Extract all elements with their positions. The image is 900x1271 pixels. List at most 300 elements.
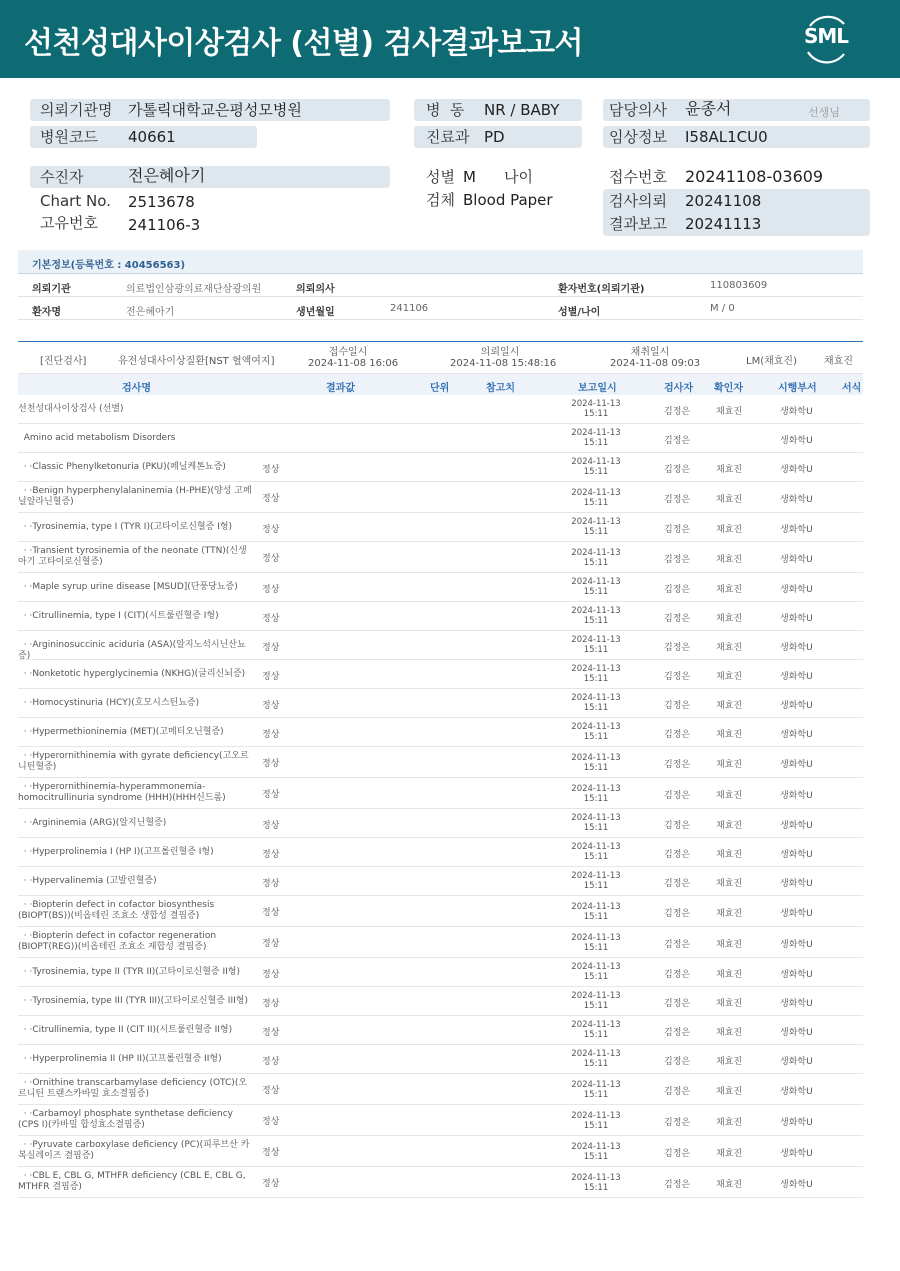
report-datetime (570, 457, 622, 477)
test-name: · ·Citrullinemia, type I (CIT)(시트룰린혈증 I형) (18, 611, 219, 621)
report-datetime (570, 784, 622, 804)
table-body (18, 395, 863, 1198)
report-time: 15:11 (583, 794, 609, 804)
report-date: 2024-11-13 (571, 1080, 621, 1090)
doctor-label: 담당의사 (609, 101, 667, 119)
specimen-label: 검체 (426, 191, 455, 209)
checker: 채효진 (716, 643, 743, 653)
report-date: 2024-11-13 (571, 1173, 621, 1183)
department: 생화학U (780, 525, 813, 535)
unique-value: 241106-3 (128, 216, 201, 234)
table-row (18, 747, 863, 778)
received-cell (308, 347, 399, 369)
report-date: 2024-11-13 (571, 1020, 621, 1030)
report-date: 2024-11-13 (571, 693, 621, 703)
department: 생화학U (780, 821, 813, 831)
result-value: 정상 (262, 1057, 280, 1067)
birth-label: 생년월일 (296, 307, 335, 318)
code-value: 40661 (128, 128, 176, 146)
table-row (18, 513, 863, 542)
report-value: 20241113 (685, 215, 762, 233)
examiner: 김정은 (664, 791, 691, 801)
table-row (18, 602, 863, 631)
report-time: 15:11 (583, 1152, 609, 1162)
report-date: 2024-11-13 (571, 991, 621, 1001)
table-row (18, 1105, 863, 1136)
chart-value: 2513678 (128, 193, 195, 211)
examiner: 김정은 (664, 760, 691, 770)
examiner: 김정은 (664, 701, 691, 711)
table-row (18, 542, 863, 573)
result-value: 정상 (262, 614, 280, 624)
test-name: · ·Hypermethioninemia (MET)(고메티오닌혈증) (18, 727, 224, 737)
name-value: 전은혜아기 (126, 307, 175, 318)
report-datetime (570, 399, 622, 419)
checker: 채효진 (716, 407, 743, 417)
report-datetime (570, 871, 622, 891)
test-name: · ·Maple syrup urine disease [MSUD](단풍당뇨증) (18, 582, 238, 592)
table-row (18, 424, 863, 453)
examiner: 김정은 (664, 1180, 691, 1190)
department: 생화학U (780, 436, 813, 446)
diag-label: [진단검사] (40, 356, 87, 367)
report-datetime (570, 991, 622, 1011)
test-name: · ·Argininosuccinic aciduria (ASA)(알지노석시닌산뇨증) (18, 640, 246, 661)
report-datetime (570, 664, 622, 684)
checker: 채효진 (716, 999, 743, 1009)
result-value: 정상 (262, 850, 280, 860)
department: 생화학U (780, 850, 813, 860)
examiner: 김정은 (664, 730, 691, 740)
report-time: 15:11 (583, 645, 609, 655)
received-label: 접수일시 (328, 347, 368, 358)
result-value: 정상 (262, 701, 280, 711)
checker: 채효진 (716, 821, 743, 831)
col-unit: 단위 (430, 383, 450, 394)
basic-info-heading: 기본정보(등록번호 : 40456563) (18, 250, 863, 274)
report-time: 15:11 (583, 881, 609, 891)
col-dept: 시행부서 (778, 383, 817, 394)
report-time: 15:11 (583, 1090, 609, 1100)
requested-value: 2024-11-08 15:48:16 (450, 358, 557, 369)
report-datetime (570, 1142, 622, 1162)
report-date: 2024-11-13 (571, 1049, 621, 1059)
report-datetime (570, 693, 622, 713)
test-name: Amino acid metabolism Disorders (18, 433, 176, 443)
examiner: 김정은 (664, 850, 691, 860)
table-row (18, 718, 863, 747)
report-date: 2024-11-13 (571, 457, 621, 467)
test-name: · ·CBL E, CBL G, MTHFR deficiency (CBL E, CBL G, MTHFR 결핍증) (18, 1171, 249, 1192)
request-value: 20241108 (685, 192, 762, 210)
report-time: 15:11 (583, 409, 609, 419)
patno-label: 환자번호(의뢰기관) (558, 284, 645, 295)
requested-cell (450, 347, 557, 369)
report-title: 선천성대사이상검사 (선별) 검사결과보고서 (24, 26, 583, 61)
report-datetime (570, 577, 622, 597)
sexage-value: M / 0 (710, 303, 735, 314)
report-datetime (570, 517, 622, 537)
report-time: 15:11 (583, 1059, 609, 1069)
department: 생화학U (780, 407, 813, 417)
report-time: 15:11 (583, 498, 609, 508)
examiner: 김정은 (664, 970, 691, 980)
table-row (18, 631, 863, 660)
dept-value: PD (484, 128, 505, 146)
examiner: 김정은 (664, 465, 691, 475)
report-date: 2024-11-13 (571, 517, 621, 527)
sex-label: 성별 (426, 168, 455, 186)
test-name: · ·Ornithine transcarbamylase deficiency (OTC)(오르니틴 트랜스카바밀 효소결핍증) (18, 1078, 248, 1099)
col-format: 서식 (842, 383, 862, 394)
checker: 채효진 (716, 1149, 743, 1159)
logo-text: SML (803, 24, 849, 48)
birth-value: 241106 (390, 303, 429, 314)
result-value: 정상 (262, 672, 280, 682)
result-value: 정상 (262, 970, 280, 980)
department: 생화학U (780, 1118, 813, 1128)
report-time: 15:11 (583, 912, 609, 922)
hospital-value: 가톨릭대학교은평성모병원 (128, 101, 302, 119)
specimen-value: Blood Paper (463, 191, 553, 209)
checker: 채효진 (716, 585, 743, 595)
report-datetime (570, 635, 622, 655)
result-value: 정상 (262, 465, 280, 475)
report-datetime (570, 962, 622, 982)
checker: 채효진 (716, 555, 743, 565)
result-value: 정상 (262, 939, 280, 949)
checker: 채효진 (716, 495, 743, 505)
result-value: 정상 (262, 879, 280, 889)
basic-row-2 (18, 297, 863, 320)
examiner: 김정은 (664, 614, 691, 624)
test-name: · ·Benign hyperphenylalaninemia (H-PHE)(양성 고페닐알라닌혈증) (18, 486, 252, 507)
table-row (18, 838, 863, 867)
table-row (18, 1045, 863, 1074)
inst-label: 의뢰기관 (32, 284, 71, 295)
diag-lm: LM(채효진) (746, 356, 797, 367)
report-date: 2024-11-13 (571, 962, 621, 972)
department: 생화학U (780, 672, 813, 682)
report-date: 2024-11-13 (571, 1111, 621, 1121)
table-row (18, 867, 863, 896)
report-date: 2024-11-13 (571, 902, 621, 912)
report-date: 2024-11-13 (571, 635, 621, 645)
department: 생화학U (780, 1057, 813, 1067)
test-name: · ·Pyruvate carboxylase deficiency (PC)(피루브산 카복실레이즈 결핍증) (18, 1140, 250, 1161)
report-datetime (570, 1080, 622, 1100)
report-datetime (570, 1049, 622, 1069)
report-datetime (570, 753, 622, 773)
report-time: 15:11 (583, 467, 609, 477)
report-date: 2024-11-13 (571, 664, 621, 674)
report-time: 15:11 (583, 763, 609, 773)
test-name: · ·Tyrosinemia, type II (TYR II)(고타이로신혈증 II형) (18, 967, 241, 977)
department: 생화학U (780, 1149, 813, 1159)
report-date: 2024-11-13 (571, 842, 621, 852)
result-value: 정상 (262, 554, 280, 564)
report-datetime (570, 548, 622, 568)
report-time: 15:11 (583, 616, 609, 626)
collected-label: 채취일시 (630, 347, 670, 358)
test-name: · ·Tyrosinemia, type I (TYR I)(고타이로신혈증 I형) (18, 522, 233, 532)
result-value: 정상 (262, 1148, 280, 1158)
doctor-value: 윤종서 (685, 99, 732, 118)
result-value: 정상 (262, 494, 280, 504)
checker: 채효진 (716, 525, 743, 535)
report-time: 15:11 (583, 972, 609, 982)
test-name: · ·Hypervalinemia (고발린혈증) (18, 876, 157, 886)
result-value: 정상 (262, 908, 280, 918)
report-time: 15:11 (583, 438, 609, 448)
table-row (18, 778, 863, 809)
table-row (18, 896, 863, 927)
report-date: 2024-11-13 (571, 577, 621, 587)
examiner: 김정은 (664, 643, 691, 653)
table-row (18, 395, 863, 424)
checker: 채효진 (716, 1057, 743, 1067)
sml-logo (800, 14, 852, 64)
ward-label: 병 동 (426, 101, 465, 119)
department: 생화학U (780, 555, 813, 565)
result-value: 정상 (262, 759, 280, 769)
examiner: 김정은 (664, 436, 691, 446)
report-time: 15:11 (583, 732, 609, 742)
table-header (18, 374, 863, 395)
department: 생화학U (780, 879, 813, 889)
report-datetime (570, 813, 622, 833)
checker: 채효진 (716, 760, 743, 770)
table-row (18, 689, 863, 718)
checker: 채효진 (716, 791, 743, 801)
table-row (18, 453, 863, 482)
diag-test: 유전성대사이상질환[NST 혈액여지] (118, 356, 275, 367)
department: 생화학U (780, 701, 813, 711)
report-datetime (570, 902, 622, 922)
checker: 채효진 (716, 970, 743, 980)
test-name: · ·Hyperornithinemia-hyperammonemia-homocitrullinuria syndrome (HHH)(HHH신드롬) (18, 782, 226, 803)
patient-pill (30, 166, 390, 188)
test-name: · ·Hyperprolinemia I (HP I)(고프롤린혈증 I형) (18, 847, 214, 857)
test-name: · ·Argininemia (ARG)(알지닌혈증) (18, 818, 167, 828)
examiner: 김정은 (664, 1118, 691, 1128)
basic-info (18, 250, 863, 320)
result-value: 정상 (262, 999, 280, 1009)
result-value: 정상 (262, 1179, 280, 1189)
department: 생화학U (780, 643, 813, 653)
dept-label: 진료과 (426, 128, 470, 146)
department: 생화학U (780, 760, 813, 770)
report-date: 2024-11-13 (571, 784, 621, 794)
checker: 채효진 (716, 730, 743, 740)
report-date: 2024-11-13 (571, 428, 621, 438)
result-value: 정상 (262, 790, 280, 800)
report-time: 15:11 (583, 674, 609, 684)
examiner: 김정은 (664, 821, 691, 831)
result-value: 정상 (262, 1086, 280, 1096)
received-value: 2024-11-08 16:06 (308, 358, 399, 369)
test-name: · ·Biopterin defect in cofactor regeneration (BIOPT(REG))(비옵테린 조효소 재합성 결핍증) (18, 931, 219, 952)
reception-label: 접수번호 (609, 168, 667, 186)
report-date: 2024-11-13 (571, 933, 621, 943)
report-datetime (570, 1173, 622, 1193)
table-row (18, 958, 863, 987)
examiner: 김정은 (664, 1149, 691, 1159)
report-date: 2024-11-13 (571, 871, 621, 881)
examiner: 김정은 (664, 879, 691, 889)
collected-cell (610, 347, 701, 369)
test-name: 선천성대사이상검사 (선별) (18, 404, 124, 414)
table-row (18, 987, 863, 1016)
table-row (18, 1074, 863, 1105)
table-row (18, 660, 863, 689)
report-datetime (570, 428, 622, 448)
age-label: 나이 (504, 168, 533, 186)
diagnostic-row (18, 342, 863, 374)
test-name: · ·Transient tyrosinemia of the neonate (TTN)(신생아기 고타이로신혈증) (18, 546, 247, 567)
department: 생화학U (780, 1087, 813, 1097)
table-row (18, 482, 863, 513)
sex-value: M (463, 168, 476, 186)
test-name: · ·Tyrosinemia, type III (TYR III)(고타이로신혈증 III형) (18, 996, 248, 1006)
examiner: 김정은 (664, 585, 691, 595)
table-row (18, 809, 863, 838)
test-name: · ·Biopterin defect in cofactor biosynthesis (BIOPT(BS))(비옵테린 조효소 생합성 결핍증) (18, 900, 218, 921)
checker: 채효진 (716, 614, 743, 624)
results-table (18, 341, 863, 1198)
report-date: 2024-11-13 (571, 1142, 621, 1152)
report-time: 15:11 (583, 1030, 609, 1040)
table-row (18, 1136, 863, 1167)
checker: 채효진 (716, 1118, 743, 1128)
col-date: 보고일시 (578, 383, 617, 394)
unique-label: 고유번호 (40, 214, 98, 232)
report-time: 15:11 (583, 527, 609, 537)
result-value: 정상 (262, 1117, 280, 1127)
department: 생화학U (780, 495, 813, 505)
sexage-label: 성별/나이 (558, 307, 601, 318)
department: 생화학U (780, 999, 813, 1009)
checker: 채효진 (716, 672, 743, 682)
diag-person: 채효진 (824, 356, 853, 367)
report-datetime (570, 842, 622, 862)
test-name: · ·Homocystinuria (HCY)(호모시스틴뇨증) (18, 698, 200, 708)
test-name: · ·Hyperornithinemia with gyrate deficiency(고오르니틴혈증) (18, 751, 249, 772)
report-time: 15:11 (583, 1183, 609, 1193)
checker: 채효진 (716, 850, 743, 860)
report-date: 2024-11-13 (571, 753, 621, 763)
report-header (0, 0, 900, 78)
examiner: 김정은 (664, 1087, 691, 1097)
clinical-value: I58AL1CU0 (685, 128, 768, 146)
department: 생화학U (780, 791, 813, 801)
result-value: 정상 (262, 821, 280, 831)
name-label: 환자명 (32, 307, 61, 318)
col-checker: 확인자 (714, 383, 743, 394)
request-label: 검사의뢰 (609, 192, 667, 210)
department: 생화학U (780, 909, 813, 919)
patient-label: 수진자 (40, 168, 84, 186)
report-datetime (570, 1020, 622, 1040)
table-row (18, 573, 863, 602)
examiner: 김정은 (664, 495, 691, 505)
examiner: 김정은 (664, 999, 691, 1009)
clinical-label: 임상정보 (609, 128, 667, 146)
hospital-label: 의뢰기관명 (40, 101, 113, 119)
requested-label: 의뢰일시 (480, 347, 520, 358)
report-time: 15:11 (583, 823, 609, 833)
ward-value: NR / BABY (484, 101, 560, 119)
examiner: 김정은 (664, 407, 691, 417)
doctor-suffix: 선생님 (808, 106, 840, 119)
examiner: 김정은 (664, 672, 691, 682)
examiner: 김정은 (664, 1057, 691, 1067)
department: 생화학U (780, 940, 813, 950)
checker: 채효진 (716, 940, 743, 950)
col-ref: 참고치 (486, 383, 515, 394)
department: 생화학U (780, 730, 813, 740)
examiner: 김정은 (664, 525, 691, 535)
table-row (18, 1167, 863, 1198)
basic-row-1 (18, 274, 863, 297)
report-time: 15:11 (583, 558, 609, 568)
patno-value: 110803609 (710, 280, 768, 291)
test-name: · ·Classic Phenylketonuria (PKU)(페닐케톤뇨증) (18, 462, 226, 472)
report-date: 2024-11-13 (571, 548, 621, 558)
report-date: 2024-11-13 (571, 813, 621, 823)
department: 생화학U (780, 1180, 813, 1190)
report-time: 15:11 (583, 1001, 609, 1011)
report-time: 15:11 (583, 943, 609, 953)
department: 생화학U (780, 465, 813, 475)
result-value: 정상 (262, 525, 280, 535)
result-value: 정상 (262, 730, 280, 740)
department: 생화학U (780, 585, 813, 595)
inst-value: 의료법인삼광의료재단삼광의원 (126, 284, 262, 295)
checker: 채효진 (716, 465, 743, 475)
code-label: 병원코드 (40, 128, 98, 146)
chart-label: Chart No. (40, 192, 111, 210)
result-value: 정상 (262, 1028, 280, 1038)
report-date: 2024-11-13 (571, 399, 621, 409)
report-datetime (570, 933, 622, 953)
examiner: 김정은 (664, 940, 691, 950)
checker: 채효진 (716, 1028, 743, 1038)
checker: 채효진 (716, 879, 743, 889)
test-name: · ·Citrullinemia, type II (CIT II)(시트룰린혈증 II형) (18, 1025, 233, 1035)
report-date: 2024-11-13 (571, 606, 621, 616)
test-name: · ·Nonketotic hyperglycinemia (NKHG)(글리신뇌증) (18, 669, 246, 679)
report-date: 2024-11-13 (571, 722, 621, 732)
report-label: 결과보고 (609, 215, 667, 233)
examiner: 김정은 (664, 909, 691, 919)
report-datetime (570, 1111, 622, 1131)
examiner: 김정은 (664, 1028, 691, 1038)
collected-value: 2024-11-08 09:03 (610, 358, 701, 369)
checker: 채효진 (716, 1180, 743, 1190)
table-row (18, 927, 863, 958)
result-value: 정상 (262, 585, 280, 595)
result-value: 정상 (262, 643, 280, 653)
test-name: · ·Hyperprolinemia II (HP II)(고프롤린혈증 II형) (18, 1054, 222, 1064)
test-name: · ·Carbamoyl phosphate synthetase deficiency (CPS I)(카바밀 합성효소결핍증) (18, 1109, 236, 1130)
checker: 채효진 (716, 1087, 743, 1097)
report-time: 15:11 (583, 587, 609, 597)
examiner: 김정은 (664, 555, 691, 565)
department: 생화학U (780, 970, 813, 980)
report-time: 15:11 (583, 852, 609, 862)
department: 생화학U (780, 1028, 813, 1038)
